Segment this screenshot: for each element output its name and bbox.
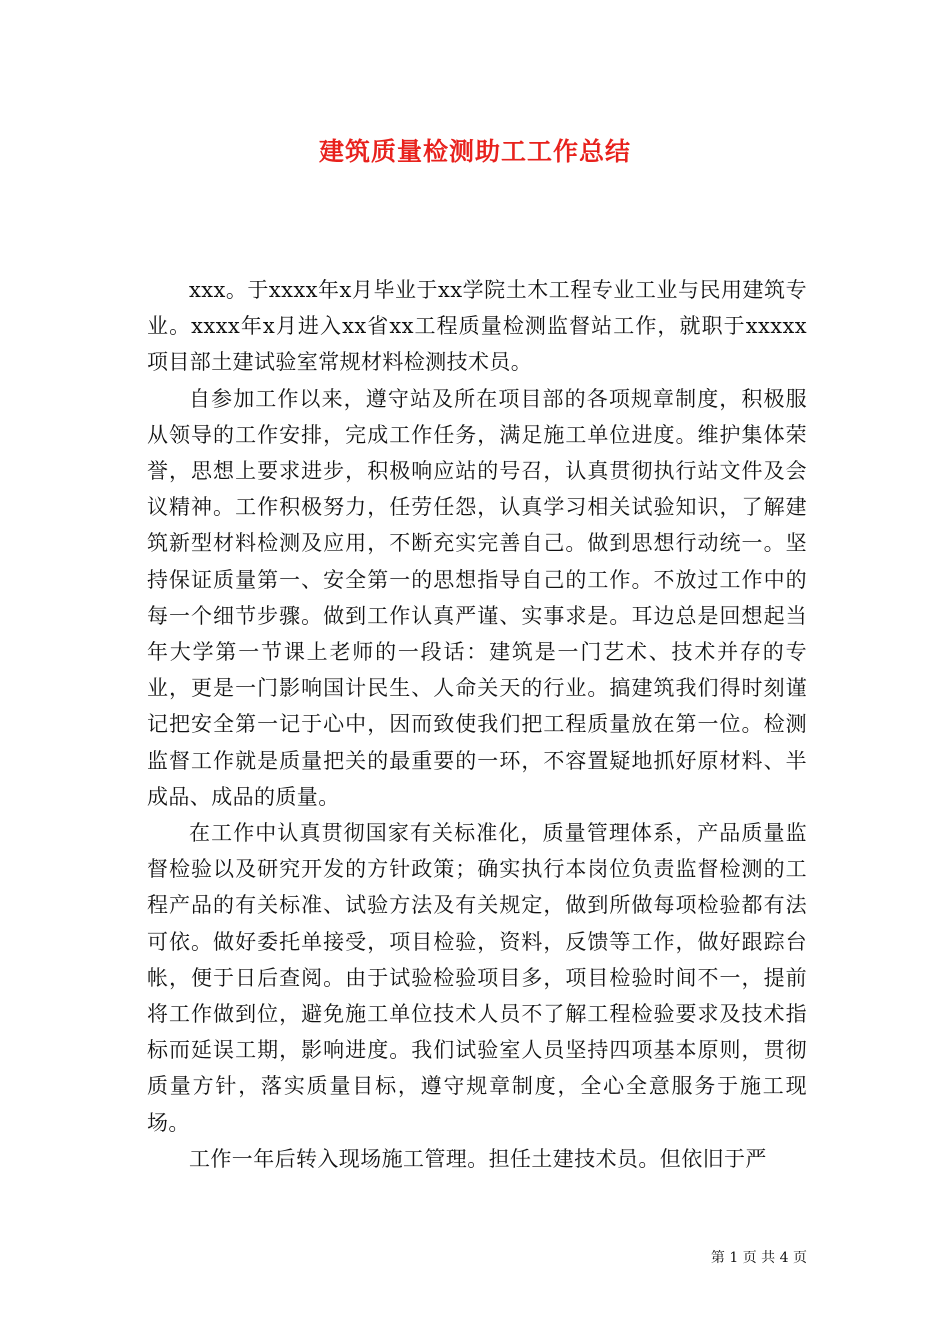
page-title: 建筑质量检测助工工作总结 bbox=[318, 137, 631, 166]
paragraph-1: xxx。于xxxx年x月毕业于xx学院土木工程专业工业与民用建筑专业。xxxx年x月进入xx省xx工程质量检测监督站工作，就职于xxxxx项目部土建试验室常规材料检测技术员。 bbox=[147, 278, 807, 375]
paragraph-2: 自参加工作以来，遵守站及所在项目部的各项规章制度，积极服从领导的工作安排，完成工作任务，满足施工单位进度。维护集体荣誉，思想上要求进步，积极响应站的号召，认真贯彻执行站文件及会议精神。工作积极努力，任劳任怨，认真学习相关试验知识，了解建筑新型材料检测及应用，不断充实完善自己。做到思想行动统一。坚持保证质量第一、安全第一的思想指导自己的工作。不放过工作中的每一个细节步骤。做到工作认真严谨、实事求是。耳边总是回想起当年大学第一节课上老师的一段话：建筑是一门艺术、技术并存的专业，更是一门影响国计民生、人命关天的行业。搞建筑我们得时刻谨记把安全第一记于心中，因而致使我们把工程质量放在第一位。检测监督工作就是质量把关的最重要的一环，不容置疑地抓好原材料、半成品、成品的质量。 bbox=[147, 386, 807, 809]
paragraph-4: 工作一年后转入现场施工管理。担任土建技术员。但依旧于严 bbox=[189, 1146, 767, 1171]
page-number: 第 1 页 共 4 页 bbox=[710, 1250, 807, 1266]
paragraph-3: 在工作中认真贯彻国家有关标准化，质量管理体系，产品质量监督检验以及研究开发的方针政策；确实执行本岗位负责监督检测的工程产品的有关标准、试验方法及有关规定，做到所做每项检验都有法可依。做好委托单接受，项目检验，资料，反馈等工作，做好跟踪台帐，便于日后查阅。由于试验检验项目多，项目检验时间不一，提前将工作做到位，避免施工单位技术人员不了解工程检验要求及技术指标而延误工期，影响进度。我们试验室人员坚持四项基本原则，贯彻质量方针，落实质量目标，遵守规章制度，全心全意服务于施工现场。 bbox=[147, 821, 807, 1135]
document-body bbox=[147, 272, 807, 1177]
